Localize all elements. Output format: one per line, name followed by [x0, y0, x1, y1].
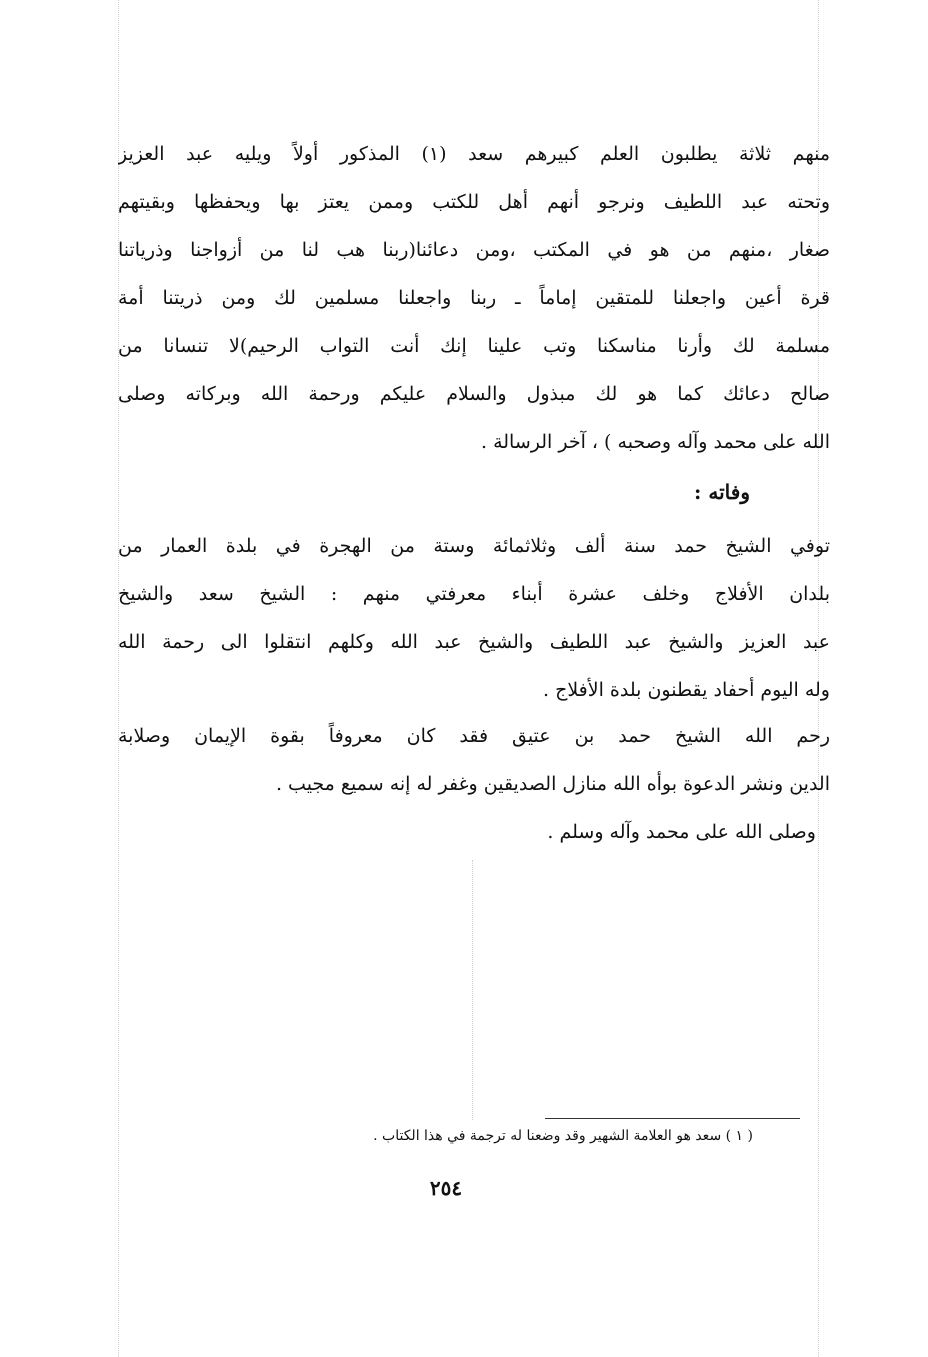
- paragraph-1: [118, 130, 830, 466]
- page-number: ٢٥٤: [429, 1176, 463, 1200]
- paragraph-1-line-4: قرة أعين واجعلنا للمتقين إماماً ـ ربنا واجعلنا مسلمين لك ومن ذريتنا أمة: [118, 287, 830, 309]
- paragraph-1-line-5: مسلمة لك وأرنا مناسكنا وتب علينا إنك أنت التواب الرحيم)لا تنسانا من: [118, 335, 830, 357]
- paragraph-1-line-3: صغار ،منهم من هو في المكتب ،ومن دعائنا(ربنا هب لنا من أزواجنا وذرياتنا: [118, 239, 830, 261]
- paragraph-1-line-1: منهم ثلاثة يطلبون العلم كبيرهم سعد (١) المذكور أولاً ويليه عبد العزيز: [118, 143, 830, 165]
- scan-artifact-mid: [472, 860, 473, 1120]
- footnote: ( ١ ) سعد هو العلامة الشهير وقد وضعنا له ترجمة في هذا الكتاب .: [373, 1128, 753, 1144]
- paragraph-2-line-3: عبد العزيز والشيخ عبد اللطيف والشيخ عبد الله وكلهم انتقلوا الى رحمة الله: [118, 631, 830, 653]
- paragraph-1-line-7: الله على محمد وآله وصحبه ) ، آخر الرسالة .: [480, 431, 830, 453]
- section-heading-death: وفاته :: [694, 480, 750, 504]
- paragraph-3-line-1: رحم الله الشيخ حمد بن عتيق فقد كان معروفاً بقوة الإيمان وصلابة: [118, 725, 830, 747]
- paragraph-2-line-2: بلدان الأفلاج وخلف عشرة أبناء معرفتي منهم : الشيخ سعد والشيخ: [118, 583, 830, 605]
- paragraph-3-line-3: وصلى الله على محمد وآله وسلم .: [547, 821, 816, 843]
- paragraph-3-line-2: الدين ونشر الدعوة بوأه الله منازل الصديقين وغفر له إنه سميع مجيب .: [275, 773, 830, 795]
- paragraph-2-line-1: توفي الشيخ حمد سنة ألف وثلاثمائة وستة من الهجرة في بلدة العمار من: [118, 535, 830, 557]
- paragraph-2: [118, 522, 830, 714]
- paragraph-2-line-4: وله اليوم أحفاد يقطنون بلدة الأفلاج .: [543, 679, 830, 701]
- paragraph-1-line-6: صالح دعائك كما هو لك مبذول والسلام عليكم ورحمة الله وبركاته وصلى: [118, 383, 830, 405]
- footnote-separator: [545, 1118, 800, 1119]
- paragraph-3: [118, 712, 830, 856]
- paragraph-1-line-2: وتحته عبد اللطيف ونرجو أنهم أهل للكتب وممن يعتز بها ويحفظها وبقيتهم: [118, 191, 830, 213]
